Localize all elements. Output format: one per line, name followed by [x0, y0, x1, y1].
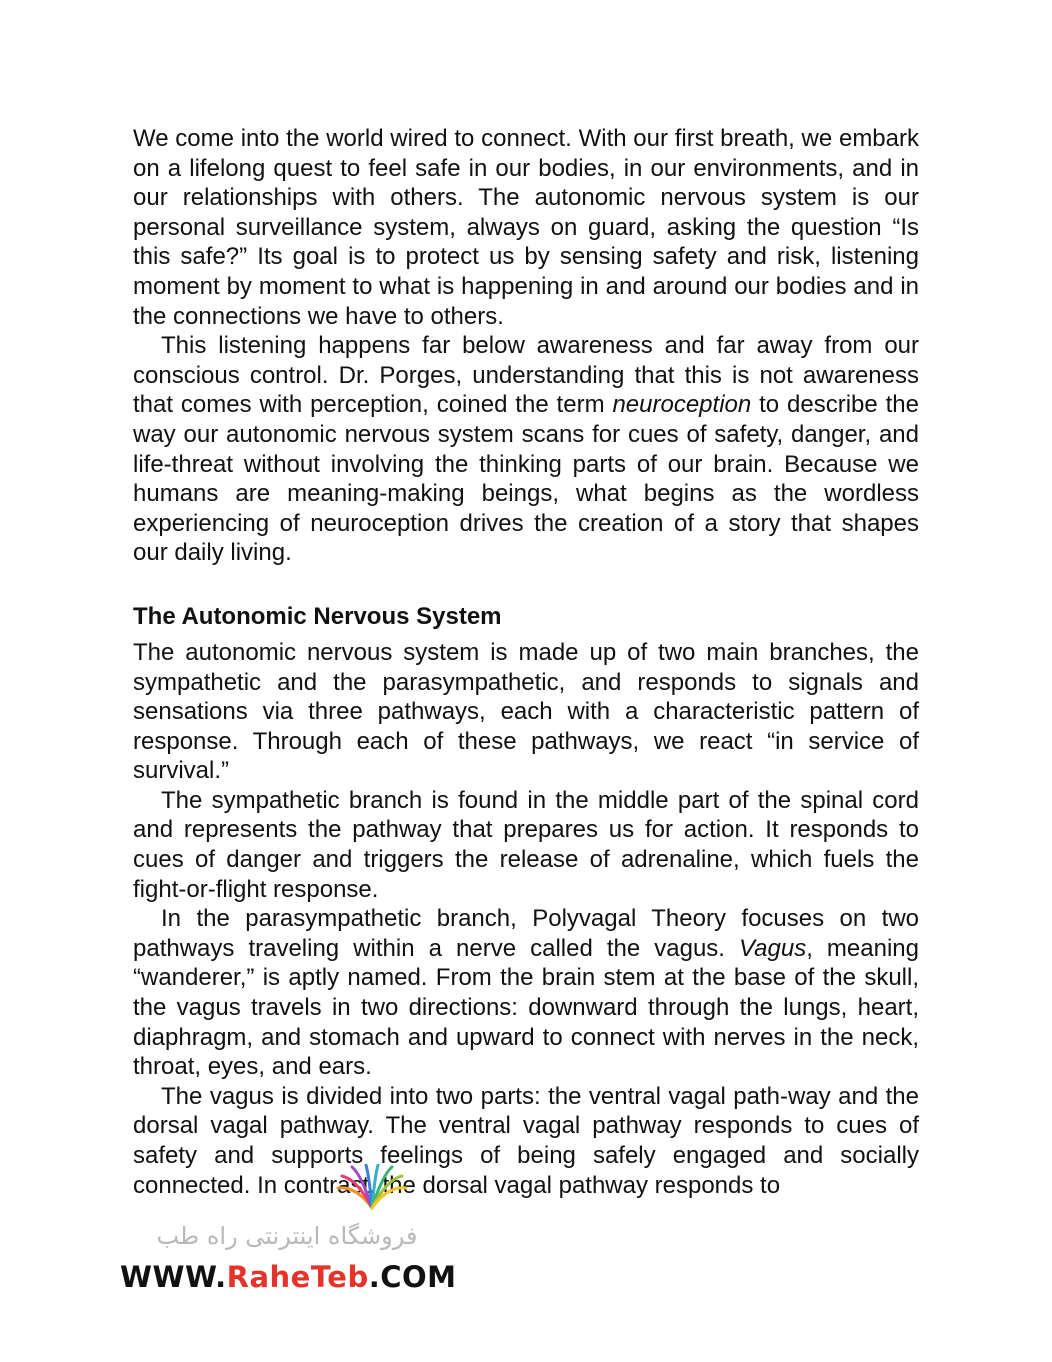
open-book-logo-icon: [332, 1164, 412, 1212]
emphasis-term: Vagus: [739, 934, 807, 962]
paragraph-vagus-parts: The vagus is divided into two parts: the ventral vagal path-way and the dorsal vagal pathway. The ventral vagal pathway responds to cues of safety and supports feelings of being safely engaged and socially connected. In contrast, the dorsal vagal pathway responds to: [133, 1082, 919, 1199]
document-page: [133, 124, 919, 1200]
url-suffix: .COM: [368, 1260, 457, 1294]
paragraph-branches: The autonomic nervous system is made up of two main branches, the sympathetic and the parasympathetic, and responds to signals and sensations via three pathways, each with a characteristic pattern of response. Through each of these pathways, we react “in service of survival.”: [133, 638, 919, 785]
emphasis-term: neuroception: [612, 391, 752, 419]
paragraph-text: This listening happens far below awareness and far away from our conscious control. Dr. Porges, understanding that this is not awareness that comes with perception, coined the term: [133, 332, 919, 419]
paragraph-text: In the parasympathetic branch, Polyvagal Theory focuses on two pathways traveling within a nerve called the vagus.: [133, 905, 919, 962]
watermark: [118, 1164, 458, 1304]
watermark-persian-text: فروشگاه اینترنتی راه طب: [156, 1222, 418, 1250]
paragraph-parasympathetic: [133, 904, 919, 1082]
watermark-url: [120, 1260, 457, 1294]
paragraph-neuroception: [133, 331, 919, 568]
paragraph-intro: We come into the world wired to connect. With our first breath, we embark on a lifelong quest to feel safe in our bodies, in our environments, and in our relationships with others. The autonomic nervous system is our personal surveillance system, always on guard, asking the question “Is this safe?” Its goal is to protect us by sensing safety and risk, listening moment by moment to what is happening in and around our bodies and in the connections we have to others.: [133, 125, 919, 330]
paragraph-text: to describe the way our autonomic nervous system scans for cues of safety, danger, and life-threat without involving the thinking parts of our brain. Because we humans are meaning-making beings, what begins as the wordless experiencing of neuroception drives the creation of a story that shapes our daily living.: [133, 391, 919, 567]
section-heading: The Autonomic Nervous System: [133, 602, 502, 630]
url-brand: RaheTeb: [226, 1260, 369, 1294]
paragraph-text: , meaning “wanderer,” is aptly named. From the brain stem at the base of the skull, the vagus travels in two directions: downward through the lungs, heart, diaphragm, and stomach and upward to connect with nerves in the neck, throat, eyes, and ears.: [133, 934, 919, 1081]
url-prefix: WWW.: [120, 1260, 227, 1294]
paragraph-sympathetic: The sympathetic branch is found in the middle part of the spinal cord and represents the pathway that prepares us for action. It responds to cues of danger and triggers the release of adrenaline, which fuels the fight-or-flight response.: [133, 786, 919, 903]
